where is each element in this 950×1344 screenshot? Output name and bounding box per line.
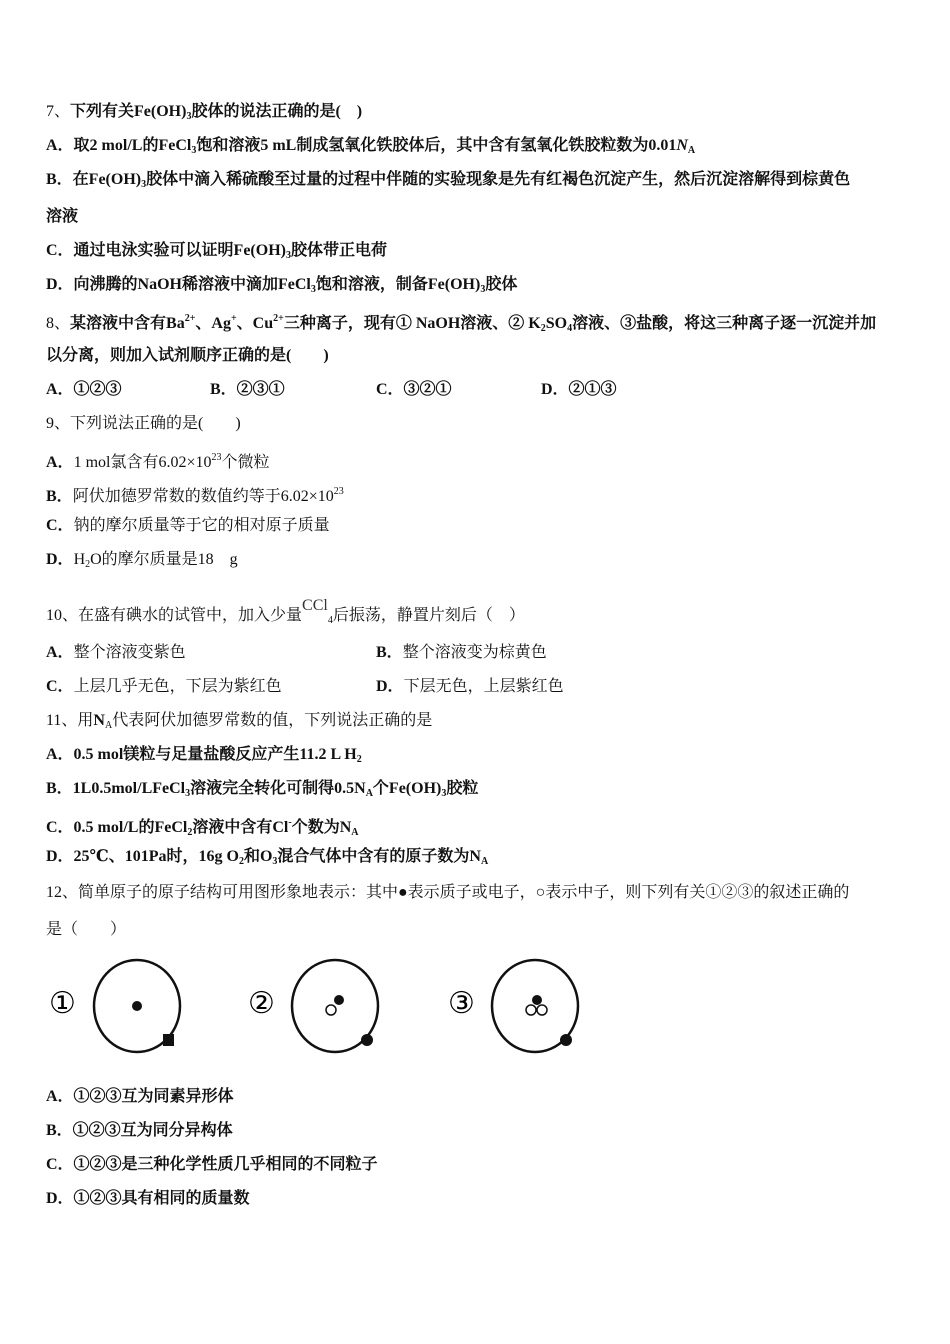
text-run: 胶体带正电荷 bbox=[290, 242, 387, 259]
text-run: 下层无色，上层紫红色 bbox=[403, 678, 564, 695]
line-content bbox=[46, 743, 362, 772]
text-run: 7、 bbox=[46, 103, 71, 120]
electron-icon bbox=[560, 1034, 572, 1046]
text-run: B． bbox=[46, 488, 73, 505]
line-content bbox=[46, 446, 270, 475]
text-run: A．①②③互为同素异形体 bbox=[46, 1088, 234, 1105]
text-run: B．②③① bbox=[210, 381, 285, 398]
text-run: 以分离，则加入试剂顺序正确的是( ) bbox=[46, 347, 329, 364]
proton-icon bbox=[132, 1001, 142, 1011]
line-content bbox=[46, 777, 478, 806]
text-run: N bbox=[93, 712, 105, 729]
text-run: 4 bbox=[327, 615, 333, 626]
text-run: 3 bbox=[272, 856, 278, 867]
text-run: 4 bbox=[567, 323, 573, 334]
text-run: 2 bbox=[356, 754, 362, 765]
line-content bbox=[46, 811, 358, 845]
text-run: 3 bbox=[186, 111, 192, 122]
text-run: 3 bbox=[285, 250, 291, 261]
line-content bbox=[46, 709, 432, 738]
text-run: B． bbox=[376, 644, 403, 661]
line-content bbox=[46, 134, 695, 163]
text-run: 2 bbox=[85, 559, 91, 570]
line-content bbox=[46, 1085, 234, 1109]
line-content bbox=[46, 1187, 250, 1211]
text-run: A．0.5 mol镁粒与足量盐酸反应产生11.2 L H bbox=[46, 746, 357, 763]
text-run: A．取2 mol/L的FeCl bbox=[46, 137, 192, 154]
text-run: 溶液完全转化可制得0.5N bbox=[190, 780, 366, 797]
text-run: 个数为N bbox=[291, 819, 352, 836]
neutron-icon bbox=[526, 1005, 536, 1015]
text-run: A bbox=[480, 856, 489, 867]
line-content bbox=[46, 918, 126, 942]
text-run: 3 bbox=[441, 788, 447, 799]
text-run: 10、在盛有碘水的试管中，加入少量 bbox=[46, 607, 303, 624]
neutron-icon bbox=[537, 1005, 547, 1015]
option-cell bbox=[210, 378, 285, 402]
atom-1 bbox=[49, 960, 180, 1052]
text-run: A bbox=[351, 827, 359, 838]
atom-3 bbox=[448, 960, 578, 1052]
atom-2 bbox=[248, 960, 378, 1052]
text-run: 整个溶液变为棕黄色 bbox=[402, 644, 547, 661]
line-content bbox=[46, 548, 238, 577]
line-content bbox=[46, 100, 362, 129]
option-cell bbox=[376, 675, 564, 699]
text-run: B．①②③互为同分异构体 bbox=[46, 1122, 233, 1139]
text-run: A bbox=[365, 788, 373, 799]
text-run: 11、用 bbox=[46, 712, 94, 729]
line-content bbox=[46, 594, 525, 633]
proton-icon bbox=[532, 995, 542, 1005]
text-run: CCl bbox=[302, 597, 328, 614]
text-run: 8、 bbox=[46, 315, 71, 332]
text-run: 2 bbox=[540, 323, 546, 334]
text-run: 胶体的说法正确的是( ) bbox=[191, 103, 363, 120]
text-run: A bbox=[104, 720, 113, 731]
text-run: + bbox=[230, 313, 237, 324]
text-run: 、Ag bbox=[195, 315, 231, 332]
text-run: D．25℃、101Pa时，16g O bbox=[46, 848, 239, 865]
option-cell bbox=[376, 641, 547, 665]
line-content bbox=[46, 273, 517, 302]
line-content bbox=[46, 881, 849, 905]
text-run: 饱和溶液，制备Fe(OH) bbox=[315, 276, 481, 293]
text-run: 饱和溶液5 mL制成氢氧化铁胶体后，其中含有氢氧化铁胶粒数为0.01 bbox=[196, 137, 677, 154]
text-run: N bbox=[676, 137, 688, 154]
neutron-icon bbox=[326, 1005, 336, 1015]
atom-structure-figure bbox=[46, 955, 606, 1065]
text-run: A bbox=[687, 145, 696, 156]
text-run: 3 bbox=[480, 284, 486, 295]
text-run: 是（ ） bbox=[46, 921, 127, 938]
text-run: 溶液中含有Cl bbox=[192, 819, 289, 836]
text-run: D．②①③ bbox=[541, 381, 617, 398]
text-run: 某溶液中含有Ba bbox=[70, 315, 185, 332]
text-run: 代表阿伏加德罗常数的值，下列说法正确的是 bbox=[112, 712, 433, 729]
text-run: 2+ bbox=[184, 313, 196, 324]
option-cell bbox=[46, 378, 122, 402]
text-run: 3 bbox=[141, 179, 147, 190]
line-content bbox=[46, 845, 488, 874]
text-run: 2 bbox=[238, 856, 244, 867]
line-content bbox=[46, 168, 850, 197]
option-cell bbox=[46, 641, 186, 665]
text-run: 胶粒 bbox=[446, 780, 479, 797]
option-cell bbox=[376, 378, 452, 402]
text-run: 胶体 bbox=[485, 276, 518, 293]
text-run: D． bbox=[46, 551, 74, 568]
text-run: 23 bbox=[211, 452, 222, 463]
text-run: C．通过电泳实验可以证明Fe(OH) bbox=[46, 242, 286, 259]
line-content bbox=[46, 1119, 233, 1143]
text-run: 2+ bbox=[273, 313, 284, 324]
text-run: 2 bbox=[187, 827, 193, 838]
text-run: 阿伏加德罗常数的数值约等于6.02×10 bbox=[72, 488, 334, 505]
text-run: 和O bbox=[243, 848, 273, 865]
text-run: 3 bbox=[310, 284, 316, 295]
line-content bbox=[46, 514, 330, 538]
text-run: 3 bbox=[185, 788, 191, 799]
text-run: C． bbox=[46, 678, 74, 695]
text-run: 个微粒 bbox=[221, 454, 270, 471]
text-run: 胶体中滴入稀硫酸至过量的过程中伴随的实验现象是先有红褐色沉淀产生，然后沉淀溶解得到棕黄色 bbox=[146, 171, 851, 188]
text-run: C．0.5 mol/L的FeCl bbox=[46, 819, 188, 836]
text-run: A． bbox=[46, 644, 74, 661]
line-content bbox=[46, 480, 344, 509]
text-run: 1 mol氯含有6.02×10 bbox=[73, 454, 212, 471]
text-run: 整个溶液变紫色 bbox=[73, 644, 186, 661]
text-run: A． bbox=[46, 454, 74, 471]
text-run: 3 bbox=[191, 145, 197, 156]
text-run: 下列有关Fe(OH) bbox=[70, 103, 187, 120]
text-run: 个Fe(OH) bbox=[372, 780, 442, 797]
text-run: 、Cu bbox=[236, 315, 274, 332]
atom-label-1: ① bbox=[49, 986, 76, 1021]
text-run: SO bbox=[545, 315, 568, 332]
line-content bbox=[46, 344, 329, 368]
text-run: D．①②③具有相同的质量数 bbox=[46, 1190, 250, 1207]
electron-icon bbox=[361, 1034, 373, 1046]
text-run: C．①②③是三种化学性质几乎相同的不同粒子 bbox=[46, 1156, 378, 1173]
text-run: 溶液 bbox=[46, 208, 79, 225]
text-run: 23 bbox=[333, 486, 344, 497]
atom-label-3: ③ bbox=[448, 986, 475, 1021]
text-run: B．1L0.5mol/LFeCl bbox=[46, 780, 186, 797]
line-content bbox=[46, 1153, 378, 1177]
text-run: - bbox=[288, 817, 292, 828]
text-run: 上层几乎无色，下层为紫红色 bbox=[73, 678, 282, 695]
text-run: 混合气体中含有的原子数为N bbox=[277, 848, 481, 865]
text-run: 12、简单原子的原子结构可用图形象地表示：其中●表示质子或电子，○表示中子，则下列有关①②③的叙述正确的 bbox=[46, 884, 850, 901]
text-run: 溶液、③盐酸，将这三种离子逐一沉淀并加 bbox=[572, 315, 877, 332]
text-run: 后振荡，静置片刻后（ ） bbox=[332, 607, 525, 624]
text-run: C． bbox=[46, 517, 74, 534]
text-run: 钠的摩尔质量等于它的相对原子质量 bbox=[73, 517, 330, 534]
electron-icon bbox=[163, 1034, 174, 1046]
atom-label-2: ② bbox=[248, 986, 275, 1021]
proton-icon bbox=[334, 995, 344, 1005]
text-run: O的摩尔质量是18 g bbox=[90, 551, 238, 568]
text-run: D．向沸腾的NaOH稀溶液中滴加FeCl bbox=[46, 276, 311, 293]
line-content bbox=[46, 307, 876, 341]
line-content bbox=[46, 239, 387, 268]
text-run: H bbox=[73, 551, 86, 568]
text-run: C．③②① bbox=[376, 381, 452, 398]
text-run: B．在Fe(OH) bbox=[46, 171, 142, 188]
line-content bbox=[46, 412, 241, 436]
text-run: 9、下列说法正确的是( ) bbox=[46, 415, 241, 432]
option-cell bbox=[541, 378, 617, 402]
option-cell bbox=[46, 675, 282, 699]
line-content bbox=[46, 205, 78, 229]
text-run: 三种离子，现有① NaOH溶液、② K bbox=[283, 315, 541, 332]
text-run: A．①②③ bbox=[46, 381, 122, 398]
text-run: D． bbox=[376, 678, 404, 695]
